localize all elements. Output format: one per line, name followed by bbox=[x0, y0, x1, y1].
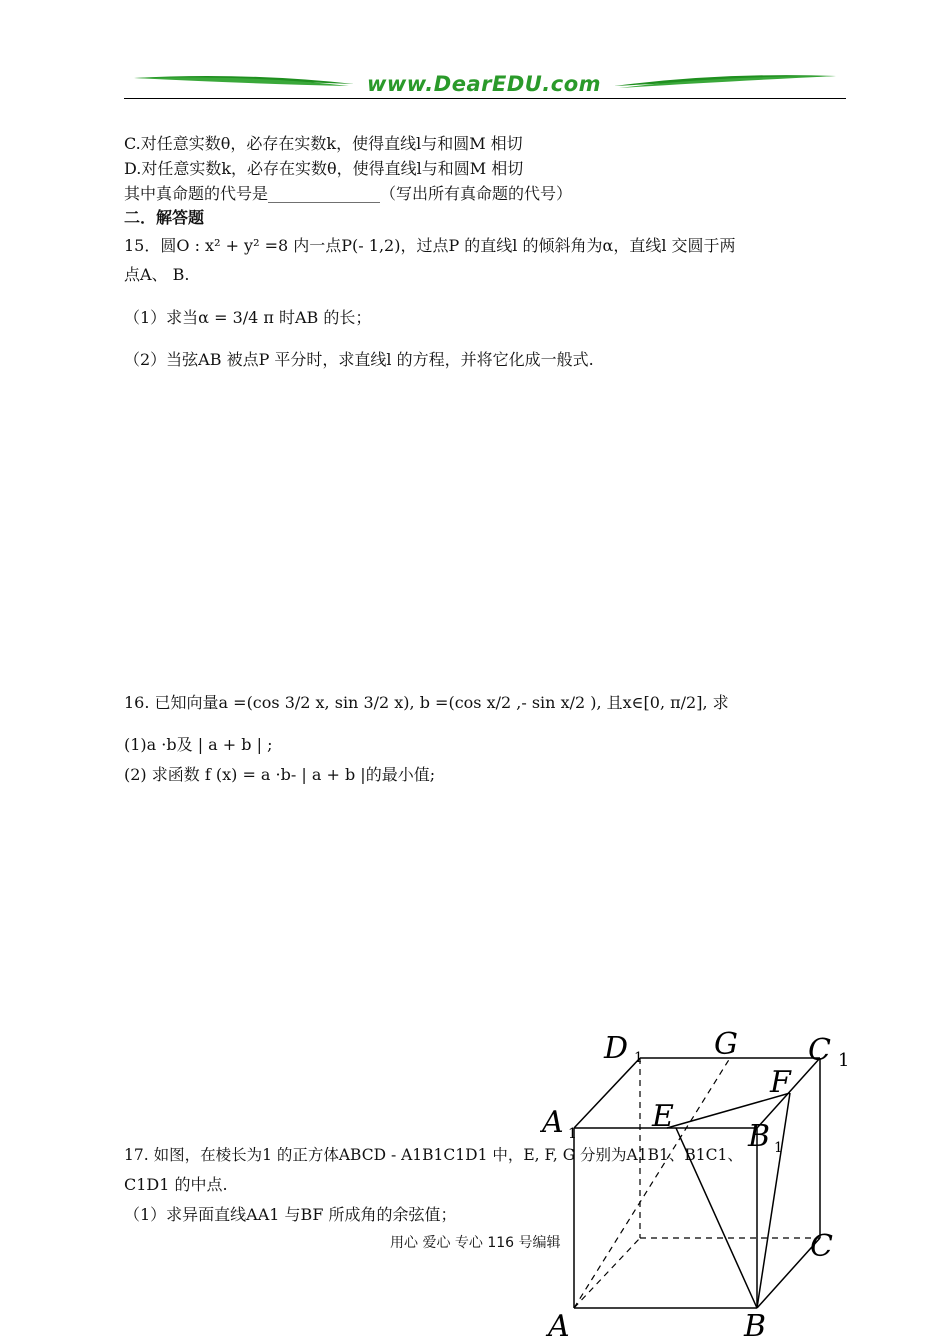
q15-stem: 15．圆O : x² + y² =8 内一点P(- 1,2)，过点P 的直线l 的倾斜角为α，直线l 交圆于两 bbox=[124, 236, 736, 255]
label-a1-sub: 1 bbox=[568, 1126, 577, 1142]
section-heading: 二．解答题 bbox=[124, 208, 205, 227]
page-footer: 用心 爱心 专心 116 号编辑 bbox=[390, 1235, 561, 1251]
label-b: B bbox=[744, 1309, 767, 1342]
label-b1-sub: 1 bbox=[774, 1140, 783, 1156]
fill-blank-question: 其中真命题的代号是______________（写出所有真命题的代号） bbox=[124, 184, 573, 203]
q15-stem-cont: 点A、 B. bbox=[124, 265, 190, 284]
q17-stem: 17. 如图，在棱长为1 的正方体ABCD - A1B1C1D1 中，E, F, G 分别为A1B1、B1C1、 bbox=[124, 1146, 743, 1164]
label-a1: A bbox=[542, 1105, 564, 1140]
site-name[interactable]: www.DearEDU.com bbox=[366, 72, 602, 96]
label-b1: B bbox=[748, 1119, 771, 1154]
label-c1-sub: 1 bbox=[838, 1050, 850, 1071]
label-g: G bbox=[714, 1027, 738, 1062]
q16-part1: (1)a ·b及 | a + b | ; bbox=[124, 735, 273, 754]
label-e: E bbox=[652, 1099, 674, 1134]
header-rule bbox=[124, 98, 846, 99]
label-c1: C bbox=[808, 1033, 831, 1068]
q16-stem: 16. 已知向量a =(cos 3/2 x, sin 3/2 x), b =(cos x/2 ,- sin x/2 ), 且x∈[0, π/2], 求 bbox=[124, 693, 729, 712]
label-a: A bbox=[548, 1309, 570, 1342]
option-c: C.对任意实数θ，必存在实数k，使得直线l与和圆M 相切 bbox=[124, 134, 523, 153]
label-d1-sub: 1 bbox=[634, 1050, 643, 1066]
q17-part1: （1）求异面直线AA1 与BF 所成角的余弦值； bbox=[124, 1205, 457, 1224]
q15-part2: （2）当弦AB 被点P 平分时，求直线l 的方程，并将它化成一般式. bbox=[124, 350, 594, 369]
q17-stem-cont: C1D1 的中点. bbox=[124, 1175, 228, 1194]
label-f: F bbox=[770, 1065, 791, 1100]
q16-part2: (2) 求函数 f (x) = a ·b- | a + b |的最小值; bbox=[124, 765, 436, 784]
label-d1: D bbox=[604, 1031, 629, 1066]
option-d: D.对任意实数k，必存在实数θ，使得直线l与和圆M 相切 bbox=[124, 159, 524, 178]
q15-part1: （1）求当α = 3/4 π 时AB 的长； bbox=[124, 308, 372, 327]
label-c: C bbox=[810, 1229, 833, 1264]
cube-figure bbox=[540, 1020, 860, 1342]
